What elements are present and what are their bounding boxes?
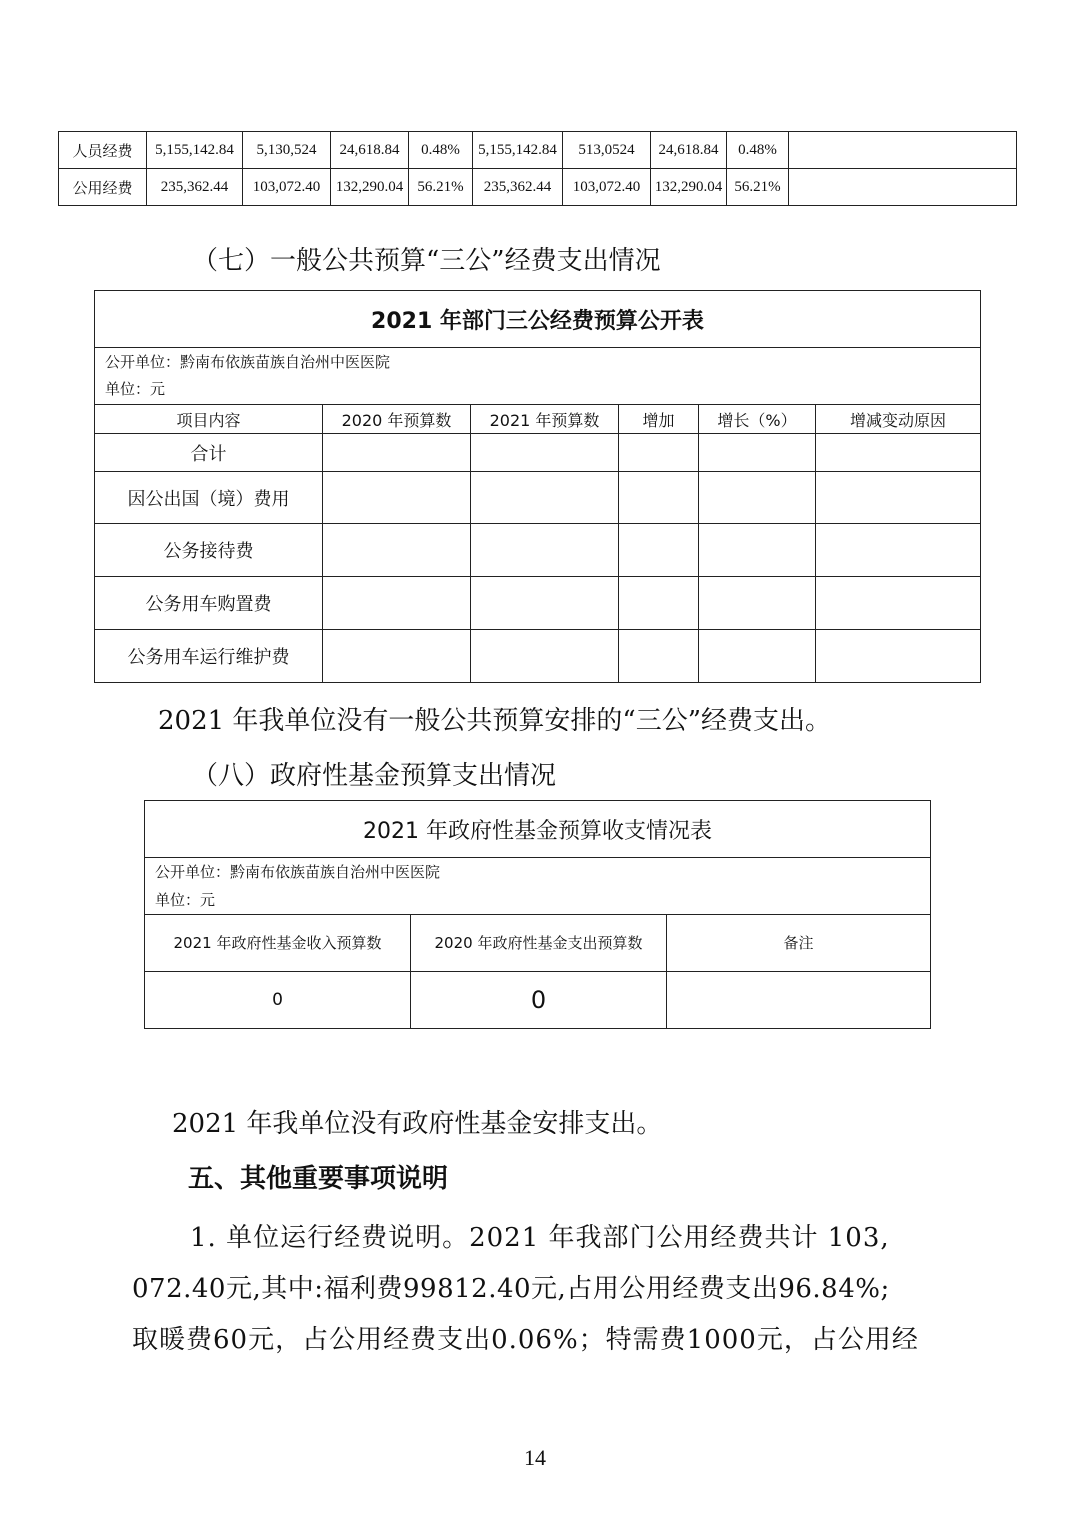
table-cell [816, 524, 981, 577]
section5-heading: 五、其他重要事项说明 [188, 1164, 449, 1194]
column-header: 增加 [619, 405, 699, 434]
unit-public: 公开单位：黔南布依族苗族自治州中医医院 [155, 863, 441, 881]
table-cell [471, 630, 619, 683]
table-meta [95, 348, 981, 405]
table-cell [789, 169, 1017, 206]
column-header: 2020 年预算数 [323, 405, 471, 434]
row-label: 公务接待费 [95, 524, 323, 577]
page-number: 14 [524, 1445, 546, 1470]
fund-note: 2021 年我单位没有政府性基金安排支出。 [172, 1109, 663, 1139]
table-cell [619, 630, 699, 683]
table-meta [145, 858, 931, 915]
unit-public: 公开单位：黔南布依族苗族自治州中医医院 [105, 353, 391, 371]
table-cell [699, 630, 816, 683]
table-cell [619, 472, 699, 524]
header-text: 2020 年政府性基金支出预算数 [434, 933, 643, 952]
table-cell: 132,290.04 [331, 169, 409, 206]
personnel-public-expense-table [58, 131, 1017, 206]
table-cell: 235,362.44 [147, 169, 243, 206]
table-cell [699, 434, 816, 472]
table-cell [323, 472, 471, 524]
paragraph-line: 取暖费60元，占公用经费支出0.06%；特需费1000元，占公用经 [132, 1325, 919, 1355]
table-cell [816, 434, 981, 472]
column-header [411, 915, 667, 972]
table-cell [789, 132, 1017, 169]
table-cell: 0 [145, 972, 411, 1029]
table-title: 2021 年政府性基金预算收支情况表 [145, 801, 931, 858]
table-cell [619, 577, 699, 630]
table-cell: 5,130,524 [243, 132, 331, 169]
table-header-row [95, 405, 981, 434]
table-cell: 公用经费 [59, 169, 147, 206]
column-header: 增减变动原因 [816, 405, 981, 434]
table-cell [323, 434, 471, 472]
table-cell [816, 577, 981, 630]
section8-heading: （八）政府性基金预算支出情况 [192, 761, 557, 791]
table-cell: 5,155,142.84 [147, 132, 243, 169]
paragraph-line: 072.40元,其中:福利费99812.40元,占用公用经费支出96.84%; [132, 1274, 890, 1304]
table-cell: 0.48% [409, 132, 473, 169]
table-cell [816, 630, 981, 683]
sangong-note: 2021 年我单位没有一般公共预算安排的“三公”经费支出。 [158, 706, 832, 736]
table-cell [667, 972, 931, 1029]
table-cell: 56.21% [727, 169, 789, 206]
table-row [95, 577, 981, 630]
table-cell: 56.21% [409, 169, 473, 206]
column-header [145, 915, 411, 972]
table-cell [619, 524, 699, 577]
table-row [145, 972, 931, 1029]
table-cell [699, 472, 816, 524]
section7-heading: （七）一般公共预算“三公”经费支出情况 [192, 246, 661, 276]
table-cell [323, 630, 471, 683]
table-row [95, 630, 981, 683]
table-header-row [145, 915, 931, 972]
table-cell [699, 577, 816, 630]
header-text: 2021 年政府性基金收入预算数 [173, 933, 382, 952]
table-cell: 132,290.04 [651, 169, 727, 206]
column-header: 备注 [667, 915, 931, 972]
row-label: 公务用车运行维护费 [95, 630, 323, 683]
table-cell: 人员经费 [59, 132, 147, 169]
column-header: 项目内容 [95, 405, 323, 434]
table-cell: 0 [411, 972, 667, 1029]
table-row [59, 169, 1017, 206]
unit: 单位：元 [155, 891, 216, 909]
table-row [95, 524, 981, 577]
table-cell [323, 524, 471, 577]
table-cell [471, 434, 619, 472]
table-cell [619, 434, 699, 472]
row-label: 合计 [95, 434, 323, 472]
paragraph-line: 1. 单位运行经费说明。2021 年我部门公用经费共计 103, [190, 1223, 890, 1253]
table-cell: 103,072.40 [243, 169, 331, 206]
table-cell [323, 577, 471, 630]
gov-fund-table [144, 800, 931, 1029]
table-cell: 24,618.84 [651, 132, 727, 169]
table-cell [699, 524, 816, 577]
sangong-budget-table [94, 290, 981, 683]
table-row [59, 132, 1017, 169]
row-label: 公务用车购置费 [95, 577, 323, 630]
table-title: 2021 年部门三公经费预算公开表 [95, 291, 981, 348]
column-header: 增长（%） [699, 405, 816, 434]
table-cell: 235,362.44 [473, 169, 563, 206]
unit: 单位：元 [105, 380, 166, 398]
table-row [95, 434, 981, 472]
table-cell: 513,0524 [563, 132, 651, 169]
table-cell: 5,155,142.84 [473, 132, 563, 169]
column-header: 2021 年预算数 [471, 405, 619, 434]
table-cell: 103,072.40 [563, 169, 651, 206]
table-cell: 0.48% [727, 132, 789, 169]
row-label: 因公出国（境）费用 [95, 472, 323, 524]
table-cell [471, 472, 619, 524]
table-cell [816, 472, 981, 524]
table-row [95, 472, 981, 524]
table-cell [471, 577, 619, 630]
table-cell: 24,618.84 [331, 132, 409, 169]
table-cell [471, 524, 619, 577]
